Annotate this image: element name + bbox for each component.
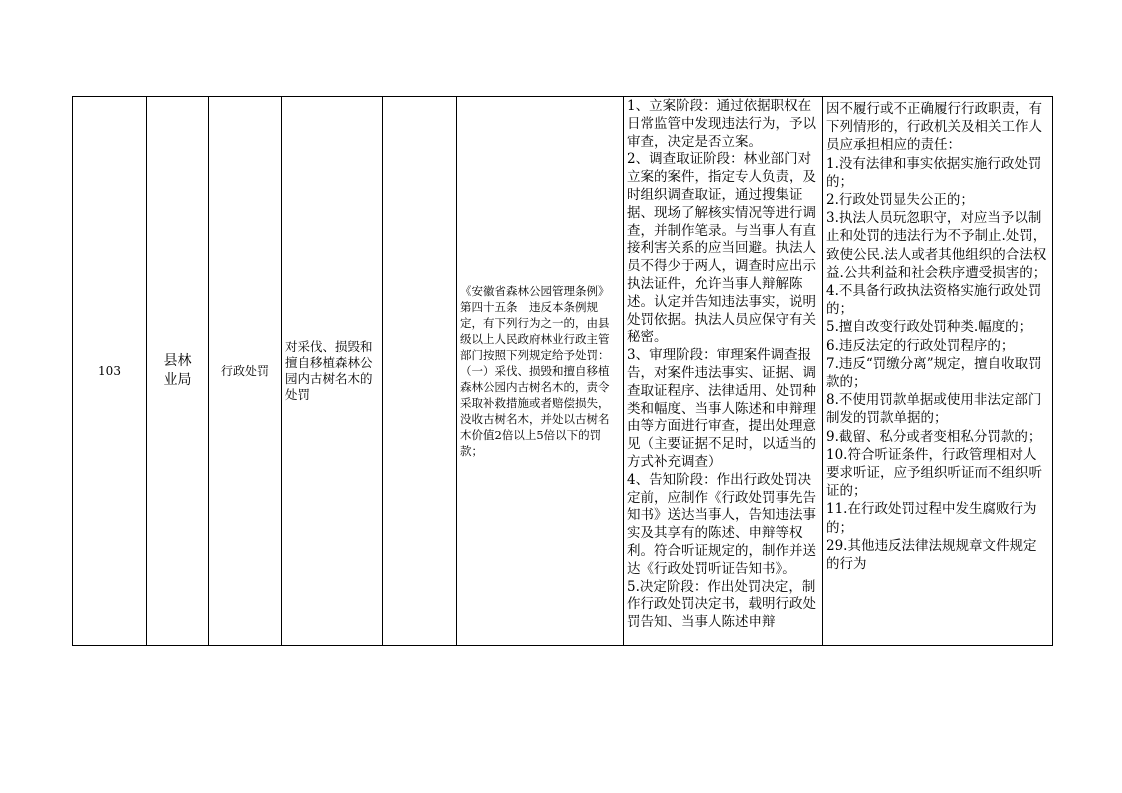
power-category: 行政处罚 <box>220 364 269 378</box>
table-row <box>73 97 1053 646</box>
empty-cell <box>383 97 457 646</box>
legal-basis-cell <box>457 97 624 646</box>
item-name-cell <box>282 97 383 646</box>
power-item-name: 对采伐、损毁和擅自移植森林公园内古树名木的处罚 <box>285 339 373 402</box>
authority-table <box>72 96 1053 646</box>
row-number: 103 <box>98 364 121 378</box>
procedure-steps: 1、立案阶段：通过依据职权在日常监管中发现违法行为，予以审查，决定是否立案。 2、调查取证阶段：林业部门对立案的案件，指定专人负责，及时组织调查取证，通过搜集证据、现场了解核实情况等进行调查，并制作笔录。与当事人有直接利害关系的应当回避。执法人员不得少于两人，调查时应出示执法证件，允许当事人辩解陈述。认定并告知违法事实，说明处罚依据。执法人员应保守有关秘密。 3、审理阶段：审理案件调查报告，对案件违法事实、证据、调查取证程序、法律适用、处罚种类和幅度、当事人陈述和申辩理由等方面进行审查，提出处理意见（主要证据不足时，以适当的方式补充调查） 4、告知阶段：作出行政处罚决定前，应制作《行政处罚事先告知书》送达当事人，告知违法事实及其享有的陈述、申辩等权利。符合听证规定的，制作并送达《行政处罚听证告知书》。 5.决定阶段：作出处罚决定，制作行政处罚决定书，载明行政处罚告知、当事人陈述申辩 <box>627 98 816 631</box>
legal-basis: 《安徽省森林公园管理条例》第四十五条 违反本条例规定，有下列行为之一的，由县级以上人民政府林业行政主管部门按照下列规定给予处罚：（一）采伐、损毁和擅自移植森林公园内古树名木的，责令采取补救措施或者赔偿损失，没收古树名木，并处以古树名木价值2倍以上5倍以下的罚款； <box>460 284 610 458</box>
row-number-cell <box>73 97 147 646</box>
responsibility-cell <box>823 97 1053 646</box>
procedure-clip <box>624 97 822 645</box>
procedure-cell <box>624 97 823 646</box>
department-cell <box>147 97 209 646</box>
responsibility-items: 因不履行或不正确履行行政职责，有下列情形的，行政机关及相关工作人员应承担相应的责任： 1.没有法律和事实依据实施行政处罚的； 2.行政处罚显失公正的； 3.执法人员玩忽职守，对应当予以制止和处罚的违法行为不予制止.处罚，致使公民.法人或者其他组织的合法权益.公共利益和社会秩序遭受损害的； 4.不具备行政执法资格实施行政处罚的； 5.擅自改变行政处罚种类.幅度的； 6.违反法定的行政处罚程序的； 7.违反“罚缴分离”规定，擅自收取罚款的； 8.不使用罚款单据或使用非法定部门制发的罚款单据的； 9.截留、私分或者变相私分罚款的； 10.符合听证条件，行政管理相对人要求听证，应予组织听证而不组织听证的； 11.在行政处罚过程中发生腐败行为的； 29.其他违反法律法规规章文件规定的行为 <box>826 101 1047 573</box>
category-cell <box>209 97 282 646</box>
department-name: 县林业局 <box>163 353 192 388</box>
